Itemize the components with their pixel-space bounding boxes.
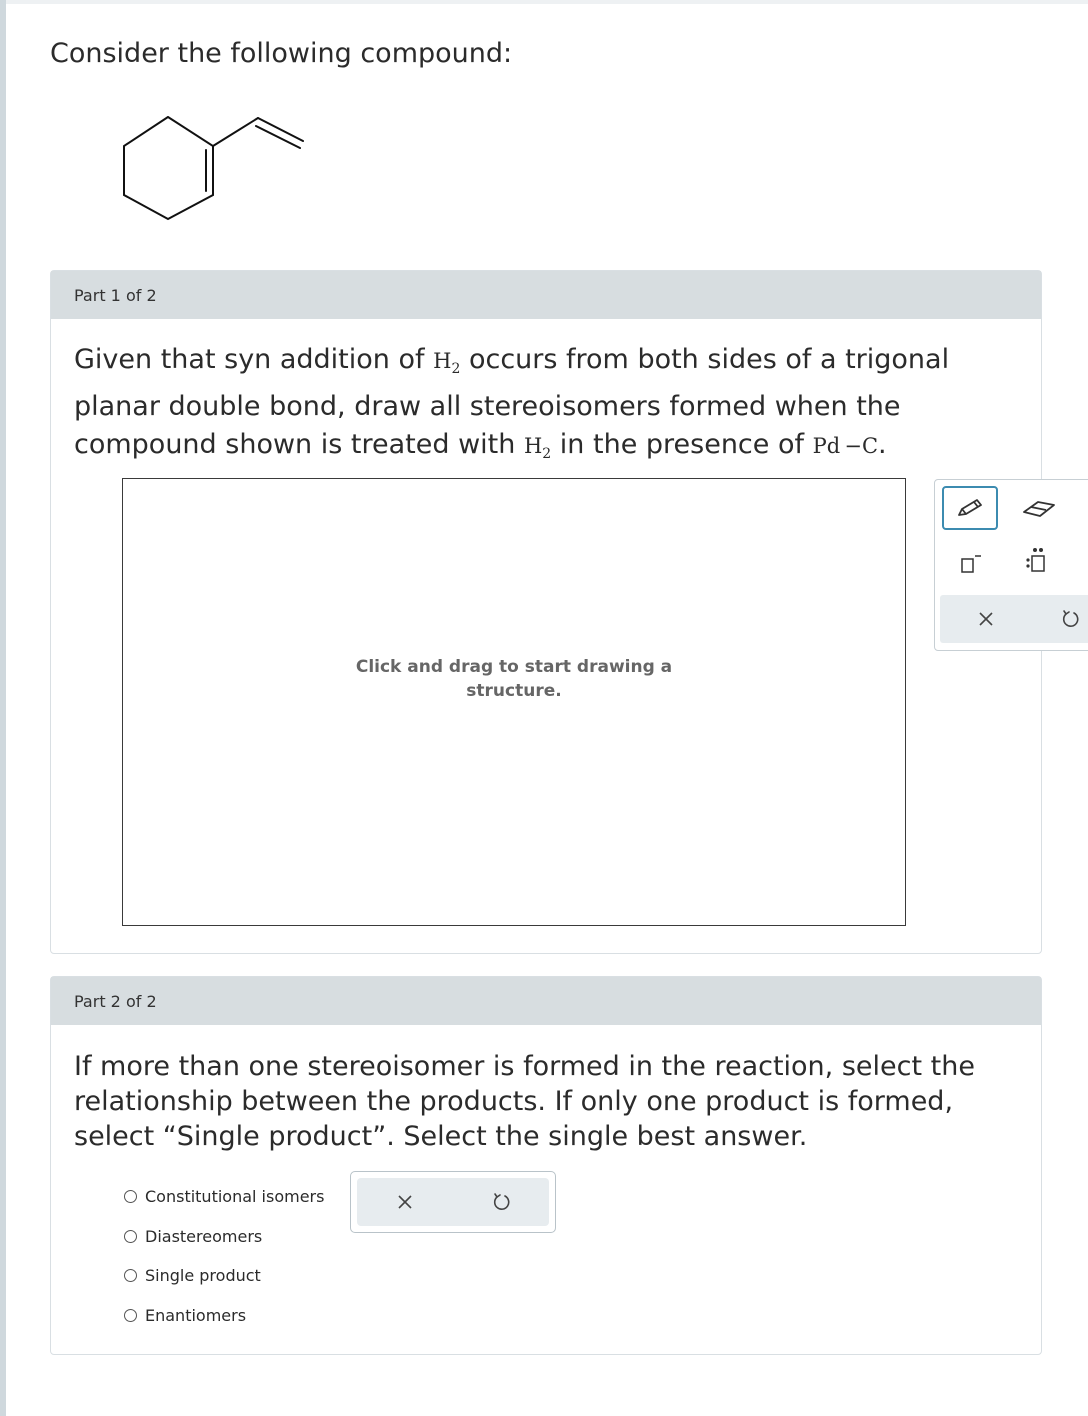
- drawing-toolbar: [934, 479, 1088, 651]
- lone-pair-tool-button[interactable]: [1021, 542, 1055, 580]
- clear-icon: [397, 1194, 413, 1210]
- clear-icon: [978, 611, 994, 627]
- pencil-tool-button[interactable]: [942, 486, 998, 530]
- radio-button[interactable]: [124, 1230, 137, 1243]
- part-2-panel: [50, 976, 1042, 1355]
- part-1-header: Part 1 of 2: [51, 271, 1041, 319]
- compound-structure: [110, 100, 310, 230]
- option-single-product[interactable]: [124, 1256, 324, 1296]
- option-enantiomers[interactable]: [124, 1296, 324, 1336]
- option-label: Single product: [145, 1266, 261, 1286]
- option-label: Constitutional isomers: [145, 1187, 325, 1207]
- undo-icon: [1060, 609, 1080, 629]
- answer-action-bar: [357, 1178, 549, 1226]
- answer-clear-button[interactable]: [389, 1186, 421, 1218]
- eraser-tool-button[interactable]: [1019, 492, 1059, 526]
- answer-options: [124, 1177, 324, 1335]
- charge-tool-button[interactable]: [953, 546, 987, 580]
- undo-icon: [491, 1192, 511, 1212]
- radio-button[interactable]: [124, 1190, 137, 1203]
- h2-formula: $H_2$: [433, 349, 461, 378]
- question-text: occurs from both sides of a trigonal planar double bond, draw all stereoisomers formed when the compound shown is treated with: [74, 344, 950, 461]
- canvas-hint: [123, 655, 905, 703]
- catalyst-formula: Pd −C: [812, 434, 879, 459]
- question-text: Given that syn addition of: [74, 344, 425, 375]
- answer-toolbar: [350, 1171, 556, 1233]
- drawing-canvas[interactable]: [122, 478, 906, 926]
- toolbar-action-bar: [940, 595, 1088, 643]
- clear-button[interactable]: [970, 603, 1002, 635]
- part-1-question: [74, 341, 974, 473]
- part-2-header: Part 2 of 2: [51, 977, 1041, 1025]
- question-period: .: [878, 429, 887, 461]
- option-diastereomers[interactable]: [124, 1217, 324, 1257]
- eraser-icon: [1021, 497, 1057, 521]
- radio-button[interactable]: [124, 1309, 137, 1322]
- part-2-question: If more than one stereoisomer is formed in the reaction, select the relationship between the products. If only one product is formed, select “Single product”. Select the single best answer.: [74, 1051, 975, 1152]
- charge-icon: [956, 551, 984, 575]
- undo-button[interactable]: [1054, 603, 1086, 635]
- option-label: Enantiomers: [145, 1305, 247, 1325]
- pencil-icon: [955, 497, 985, 519]
- part-1-panel: [50, 270, 1042, 954]
- option-constitutional-isomers[interactable]: [124, 1177, 324, 1217]
- answer-undo-button[interactable]: [485, 1186, 517, 1218]
- canvas-hint-line-2: structure.: [466, 681, 562, 701]
- question-text: in the presence of: [559, 429, 804, 461]
- lone-pair-icon: [1024, 546, 1052, 576]
- left-edge-bar: [0, 0, 6, 1416]
- canvas-hint-line-1: Click and drag to start drawing a: [355, 657, 673, 677]
- intro-text: Consider the following compound:: [50, 38, 513, 69]
- option-label: Diastereomers: [145, 1226, 263, 1246]
- top-edge-bar: [6, 0, 1088, 4]
- radio-button[interactable]: [124, 1269, 137, 1282]
- h2-formula: $H_2$: [523, 434, 552, 463]
